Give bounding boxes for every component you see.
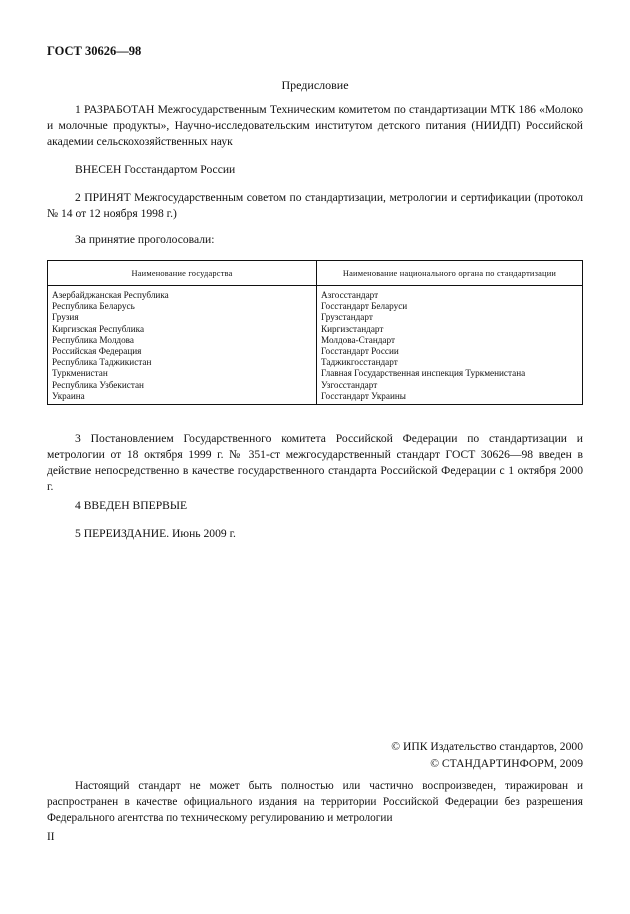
section-1-submitted: ВНЕСЕН Госстандартом России [75, 163, 236, 176]
table-row [48, 312, 583, 323]
section-2-text: 2 ПРИНЯТ Межгосударственным советом по стандартизации, метрологии и сертификации (протокол № 14 от 12 ноября 1998 г.) [47, 191, 583, 220]
table-header-body: Наименование национального органа по стандартизации [317, 261, 583, 286]
table-cell-body: Госстандарт Беларуси [317, 301, 583, 312]
table-row [48, 368, 583, 379]
document-code-header: ГОСТ 30626—98 [47, 44, 142, 58]
section-1-text: 1 РАЗРАБОТАН Межгосударственным Техническим комитетом по стандартизации МТК 186 «Молоко и молочные продукты», Научно-исследовательским институтом детского питания (НИИДП) Российской академии сельскохозяйственных наук [47, 103, 583, 148]
table-row [48, 380, 583, 391]
section-5-reissue: 5 ПЕРЕИЗДАНИЕ. Июнь 2009 г. [75, 527, 236, 540]
table-cell-state: Российская Федерация [48, 346, 317, 357]
reproduction-notice-text: Настоящий стандарт не может быть полностью или частично воспроизведен, тиражирован и распространен в качестве официального издания на территории Российской Федерации без разрешения Федерального агентства по техническому регулированию и метрологии [47, 780, 583, 824]
table-row [48, 324, 583, 335]
table-cell-state: Республика Беларусь [48, 301, 317, 312]
table-cell-body: Азгосстандарт [317, 286, 583, 302]
table-header-row [48, 261, 583, 286]
table-row [48, 391, 583, 405]
table-cell-body: Госстандарт России [317, 346, 583, 357]
copyright-publisher: © ИПК Издательство стандартов, 2000 [391, 740, 583, 753]
voted-label: За принятие проголосовали: [75, 233, 215, 246]
section-1-developed [47, 102, 583, 150]
section-2-adopted [47, 190, 583, 222]
table-cell-body: Киргизстандарт [317, 324, 583, 335]
table-cell-state: Грузия [48, 312, 317, 323]
table-row [48, 301, 583, 312]
table-cell-body: Грузстандарт [317, 312, 583, 323]
table-cell-state: Республика Таджикистан [48, 357, 317, 368]
table-cell-body: Таджикгосстандарт [317, 357, 583, 368]
table-row [48, 357, 583, 368]
table-cell-body: Госстандарт Украины [317, 391, 583, 405]
table-cell-body: Главная Государственная инспекция Туркменистана [317, 368, 583, 379]
table-cell-state: Республика Узбекистан [48, 380, 317, 391]
table-cell-state: Украина [48, 391, 317, 405]
table-row [48, 335, 583, 346]
reproduction-notice [47, 778, 583, 826]
voting-table [47, 260, 583, 405]
table-row [48, 286, 583, 302]
foreword-title: Предисловие [281, 78, 349, 92]
page-number: II [47, 831, 55, 843]
table-cell-state: Республика Молдова [48, 335, 317, 346]
section-3-enacted [47, 431, 583, 495]
table-row [48, 346, 583, 357]
table-cell-body: Узгосстандарт [317, 380, 583, 391]
table-cell-state: Азербайджанская Республика [48, 286, 317, 302]
table-cell-body: Молдова-Стандарт [317, 335, 583, 346]
copyright-standartinform: © СТАНДАРТИНФОРМ, 2009 [430, 757, 583, 770]
voting-table-wrapper [47, 260, 583, 405]
table-cell-state: Туркменистан [48, 368, 317, 379]
section-4-introduced: 4 ВВЕДЕН ВПЕРВЫЕ [75, 499, 188, 512]
section-3-text: 3 Постановлением Государственного комитета Российской Федерации по стандартизации и метрологии от 18 октября 1999 г. № 351-ст межгосударственный стандарт ГОСТ 30626—98 введен в действие непосредственно в качестве государственного стандарта Российской Федерации с 1 октября 2000 г. [47, 432, 583, 493]
table-cell-state: Киргизская Республика [48, 324, 317, 335]
table-header-state: Наименование государства [48, 261, 317, 286]
